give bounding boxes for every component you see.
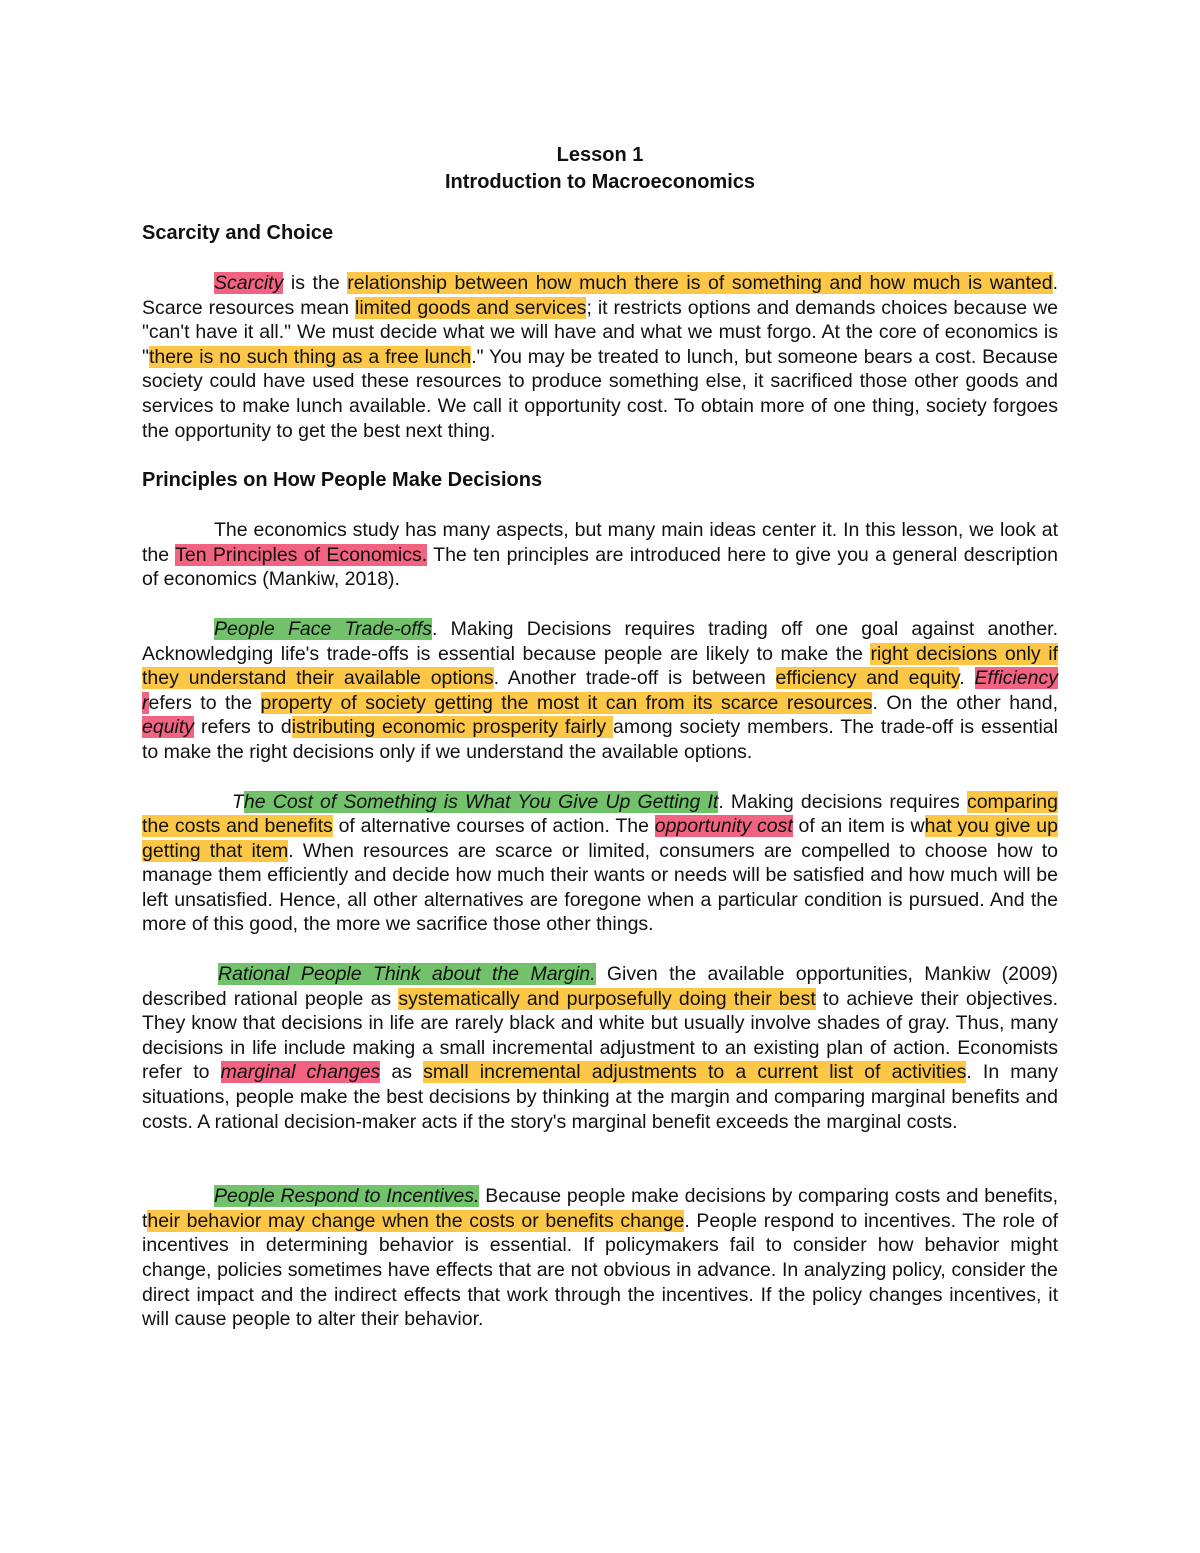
text-run: he Cost of Something is What You Give Up Getting It xyxy=(243,790,719,813)
text-run: comparing the costs and benefits xyxy=(142,790,1058,838)
text-run: Given the available opportunities, Mankiw (2009) described rational people as xyxy=(142,963,1058,1010)
text-run: opportunity cost xyxy=(654,815,793,838)
paragraph-cost xyxy=(142,790,1058,938)
text-run: ; it restricts options and demands choices because we "can't have it all." We must decide what we will have and what we must forgo. At the core of economics is " xyxy=(142,296,1058,368)
text-run: small incremental adjustments to a current list of activities xyxy=(423,1061,967,1084)
text-run: of alternative courses of action. The xyxy=(332,815,655,838)
text-run: limited goods and services xyxy=(355,296,587,319)
text-run: relationship between how much there is of something and how much is wanted xyxy=(347,272,1053,294)
text-run: People Respond to Incentives. xyxy=(214,1185,480,1208)
paragraph-scarcity xyxy=(142,271,1058,443)
text-run: property of society getting the most it can from its scarce resources xyxy=(260,691,873,714)
paragraph-tradeoffs xyxy=(142,617,1058,765)
section-heading-scarcity: Scarcity and Choice xyxy=(142,222,334,244)
text-run: is the xyxy=(283,272,348,294)
lesson-number: Lesson 1 xyxy=(556,144,644,166)
paragraph-incentives xyxy=(142,1184,1058,1332)
text-run: hat you give up getting that item xyxy=(142,815,1058,862)
text-run: . Scarce resources mean xyxy=(142,272,1058,319)
text-run: as xyxy=(380,1061,424,1084)
text-run: T xyxy=(232,790,244,813)
text-run: . When resources are scarce or limited, consumers are compelled to choose how to manage them efficiently and decide how much their wants or needs will be satisfied and how much will be left unsatisfied. Hence, all other alternatives are foregone when a particular condition is pursued. And the more of this good, the more we sacrifice those other things. xyxy=(142,839,1058,936)
text-run: Because people make decisions by comparing costs and benefits, t xyxy=(142,1185,1058,1232)
section-heading-principles: Principles on How People Make Decisions xyxy=(142,469,543,492)
text-run: The economics study has many aspects, but many main ideas center it. In this lesson, we look at the xyxy=(142,519,1058,566)
text-run: efficiency and equity xyxy=(775,667,960,690)
text-run: of an item is w xyxy=(792,815,925,838)
text-run: efers to the xyxy=(148,691,261,714)
paragraph-intro xyxy=(142,518,1058,592)
text-run: ." You may be treated to lunch, but someone bears a cost. Because society could have used these resources to produce something else, it sacrificed those other goods and services to make lunch available. We call it opportunity cost. To obtain more of one thing, society forgoes the opportunity to get the best next thing. xyxy=(142,345,1058,442)
text-run: People Face Trade-offs xyxy=(214,617,432,640)
text-run: Rational People Think about the Margin. xyxy=(218,963,596,986)
text-run: refers to d xyxy=(194,716,292,739)
text-run: equity xyxy=(142,716,195,739)
text-run: among society members. The trade-off is essential to make the right decisions only if we understand the available options. xyxy=(142,716,1058,763)
text-run: . xyxy=(959,667,975,690)
text-run: The ten principles are introduced here to give you a general description of economics (Mankiw, 2018). xyxy=(142,543,1058,591)
text-run: . In many situations, people make the best decisions by thinking at the margin and comparing marginal benefits and costs. A rational decision-maker acts if the story's marginal benefit exceeds the marginal costs. xyxy=(142,1061,1058,1133)
text-run: istributing economic prosperity fairly xyxy=(291,716,614,739)
lesson-title: Introduction to Macroeconomics xyxy=(444,171,756,193)
text-run: . On the other hand, xyxy=(872,691,1058,714)
text-run: marginal changes xyxy=(220,1061,381,1084)
text-run: systematically and purposefully doing their best xyxy=(398,987,816,1010)
paragraph-margin xyxy=(142,962,1058,1134)
text-run: to achieve their objectives. They know that decisions in life are rarely black and white but usually involve shades of gray. Thus, many decisions in life include making a small incremental adjustment to an existing plan of action. Economists refer to xyxy=(142,987,1058,1084)
text-run: Scarcity xyxy=(214,272,284,294)
text-run: there is no such thing as a free lunch xyxy=(148,345,472,368)
text-run: . Making Decisions requires trading off one goal against another. Acknowledging life's trade-offs is essential because people are likely to make the xyxy=(142,617,1058,665)
text-run: Efficiency r xyxy=(142,667,1058,714)
text-run: right decisions only if they understand their available options xyxy=(142,642,1058,690)
text-run: heir behavior may change when the costs or benefits change xyxy=(147,1209,685,1232)
text-run: Ten Principles of Economics. xyxy=(175,543,428,566)
text-run: . Making decisions requires xyxy=(718,790,967,813)
text-run: . People respond to incentives. The role of incentives in determining behavior is essential. If policymakers fail to consider how behavior might change, policies sometimes have effects that are not obvious in advance. In analyzing policy, consider the direct impact and the indirect effects that work through the incentives. If the policy changes incentives, it will cause people to alter their behavior. xyxy=(142,1209,1058,1331)
text-run: . Another trade-off is between xyxy=(493,667,776,690)
